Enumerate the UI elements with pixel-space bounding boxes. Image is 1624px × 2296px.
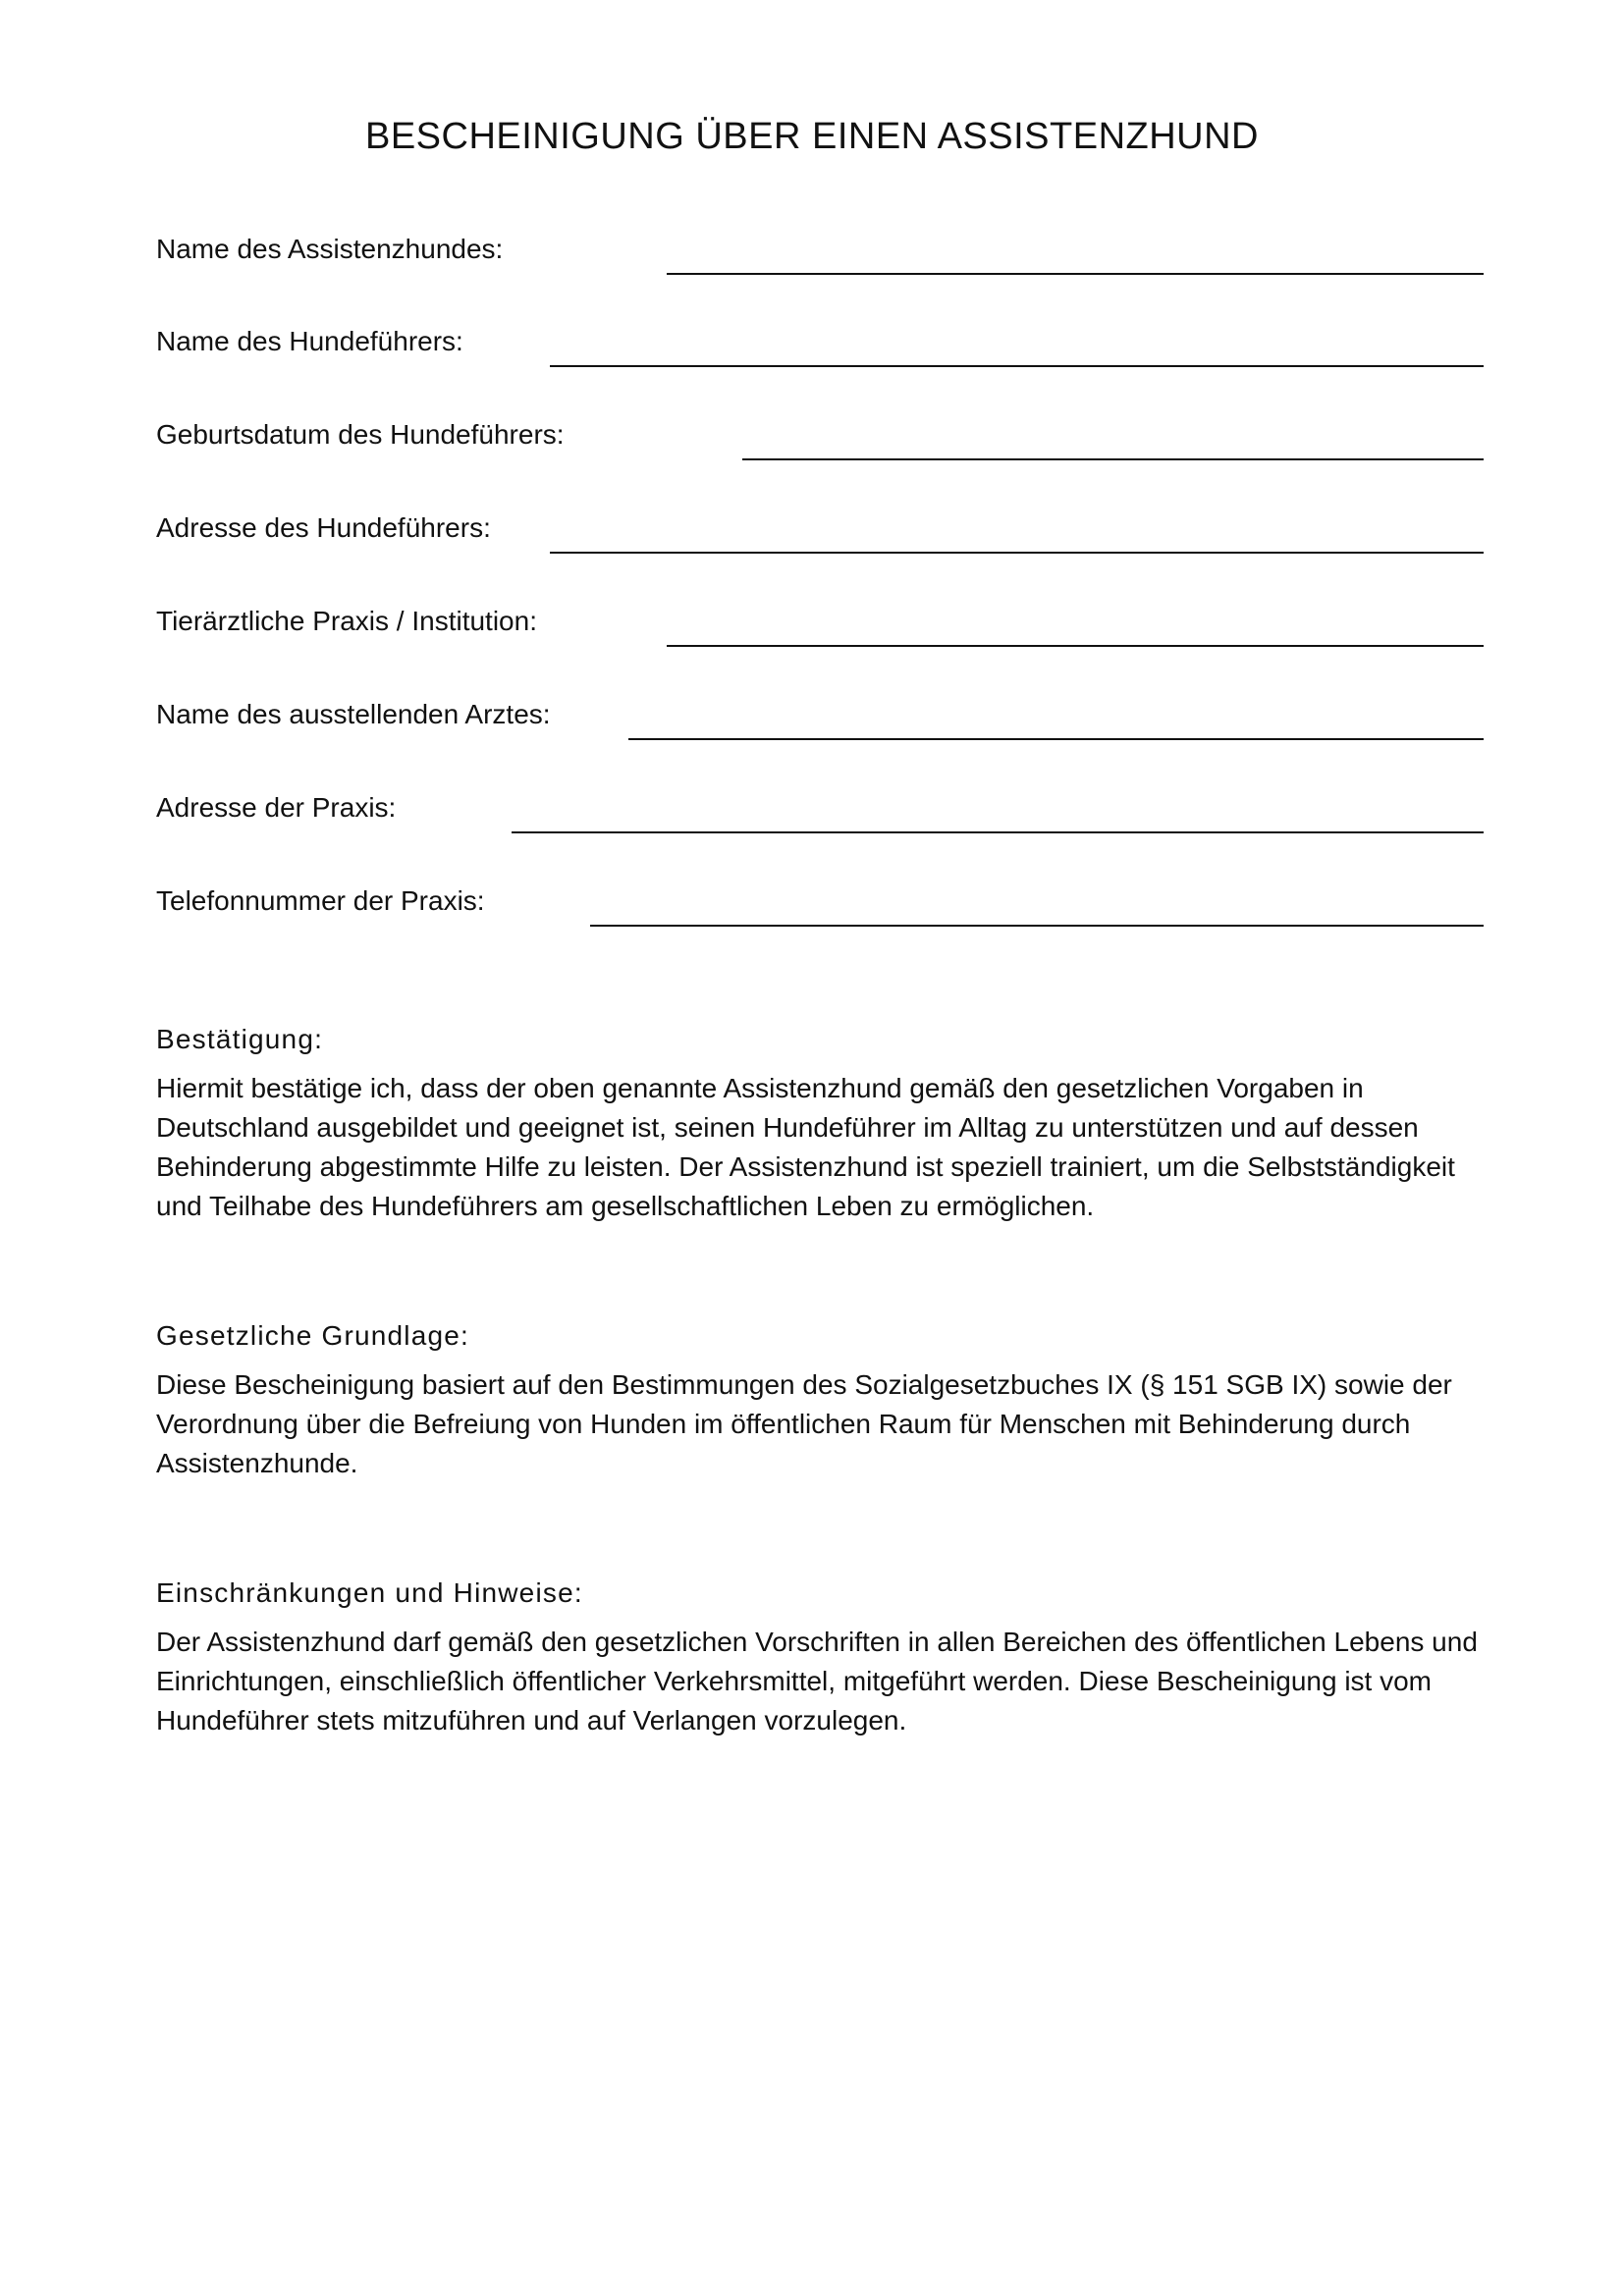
input-line[interactable] (550, 552, 1484, 554)
input-line[interactable] (667, 273, 1484, 275)
section-confirmation (156, 1024, 1484, 1226)
section-heading: Bestätigung: (156, 1024, 324, 1054)
field-label: Telefonnummer der Praxis: (156, 885, 485, 916)
field-label: Geburtsdatum des Hundeführers: (156, 419, 565, 450)
field-label: Name des ausstellenden Arztes: (156, 699, 551, 729)
field-handler-name (156, 308, 1484, 367)
field-label: Name des Assistenzhundes: (156, 234, 504, 264)
input-line[interactable] (667, 645, 1484, 647)
field-label: Adresse des Hundeführers: (156, 512, 491, 543)
field-handler-birthdate (156, 401, 1484, 460)
field-practice-address (156, 774, 1484, 833)
field-practice-phone (156, 868, 1484, 927)
section-restrictions (156, 1577, 1484, 1740)
field-handler-address (156, 495, 1484, 554)
input-line[interactable] (628, 738, 1484, 740)
section-body: Diese Bescheinigung basiert auf den Bestimmungen des Sozialgesetzbuches IX (§ 151 SGB IX) sowie der Verordnung über die Befreiung von Hunden im öffentlichen Raum für Menschen mit Behinderung durch Assistenzhunde. (156, 1369, 1452, 1478)
input-line[interactable] (590, 925, 1484, 927)
section-body: Der Assistenzhund darf gemäß den gesetzlichen Vorschriften in allen Bereichen des öffentlichen Lebens und Einrichtungen, einschließlich öffentlicher Verkehrsmittel, mitgeführt werden. Diese Bescheinigung ist vom Hundeführer stets mitzuführen und auf Verlangen vorzulegen. (156, 1627, 1478, 1735)
section-body: Hiermit bestätige ich, dass der oben genannte Assistenzhund gemäß den gesetzlichen Vorgaben in Deutschland ausgebildet und geeignet ist, seinen Hundeführer im Alltag zu unterstützen und auf dessen Behinderung abgestimmte Hilfe zu leisten. Der Assistenzhund ist speziell trainiert, um die Selbstständigkeit und Teilhabe des Hundeführers am gesellschaftlichen Leben zu ermöglichen. (156, 1073, 1455, 1221)
input-line[interactable] (550, 365, 1484, 367)
input-line[interactable] (742, 458, 1484, 460)
field-vet-practice (156, 588, 1484, 647)
section-heading: Gesetzliche Grundlage: (156, 1320, 470, 1351)
field-label: Name des Hundeführers: (156, 326, 463, 356)
field-assistance-dog-name (156, 216, 1484, 275)
field-label: Adresse der Praxis: (156, 792, 397, 823)
document-title: BESCHEINIGUNG ÜBER EINEN ASSISTENZHUND (364, 116, 1260, 157)
section-heading: Einschränkungen und Hinweise: (156, 1577, 583, 1608)
section-legal-basis (156, 1320, 1484, 1483)
field-issuing-doctor (156, 681, 1484, 740)
field-label: Tierärztliche Praxis / Institution: (156, 606, 537, 636)
input-line[interactable] (512, 831, 1484, 833)
